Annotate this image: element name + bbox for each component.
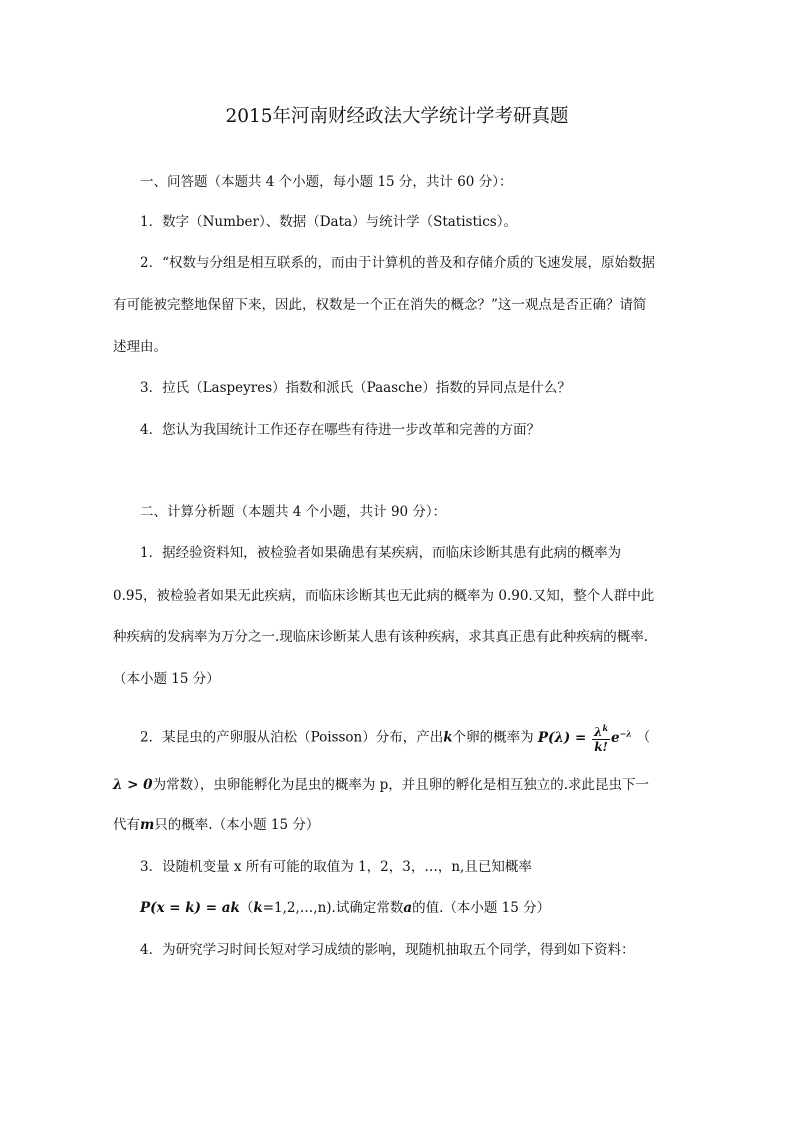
q2-var-k: k [443, 729, 453, 746]
section2-question-3-line-2 [140, 898, 550, 918]
section2-question-1-line-4: （本小题 15 分） [113, 671, 220, 687]
q3-formula: P(x = k) = ak [140, 900, 240, 916]
section2-question-1-line-1: 1．据经验资料知，被检验者如果确患有某疾病，而临床诊断其患有此病的概率为 [140, 545, 622, 561]
section1-question-2-line-2: 有可能被完整地保留下来，因此，权数是一个正在消失的概念？”这一观点是否正确？请简 [113, 297, 647, 313]
section2-question-2-line-1 [140, 716, 650, 755]
q3-var-k: k [253, 900, 263, 916]
formula-numerator-sup: k [602, 722, 608, 733]
section1-heading: 一、问答题（本题共 4 个小题，每小题 15 分，共计 60 分）： [140, 174, 513, 190]
q3-text: =1,2,…,n).试确定常数 [262, 900, 404, 916]
section2-question-2-line-2 [113, 775, 649, 795]
q2-var-m: m [140, 817, 155, 833]
formula-numerator: λ [594, 724, 603, 739]
formula-e: e [610, 729, 620, 746]
q2-text-b: 个卵的概率为 [452, 729, 534, 746]
section1-question-1: 1．数字（Number）、数据（Data）与统计学（Statistics）。 [140, 214, 517, 230]
section2-question-3-line-1: 3．设随机变量 x 所有可能的取值为 1，2，3，…，n,且已知概率 [140, 859, 532, 875]
q3-end: 的值.（本小题 15 分） [412, 900, 551, 916]
section1-question-4: 4．您认为我国统计工作还存在哪些有待进一步改革和完善的方面？ [140, 422, 541, 438]
section2-question-1-line-3: 种疾病的发病率为万分之一.现临床诊断某人患有该种疾病，求其真正患有此种疾病的概率. [113, 629, 649, 645]
section1-question-2-line-1: 2．“权数与分组是相互联系的，而由于计算机的普及和存储介质的飞速发展，原始数据 [140, 255, 655, 271]
formula-fraction [592, 724, 610, 753]
section2-heading: 二、计算分析题（本题共 4 个小题，共计 90 分）： [140, 504, 447, 520]
section2-question-1-line-2: 0.95，被检验者如果无此疾病，而临床诊断其也无此病的概率为 0.90.又知，整个人群中此 [113, 588, 655, 604]
q2-open-paren: （ [636, 729, 651, 746]
formula-e-sup: −λ [619, 728, 632, 738]
q2-line3-a: 代有 [113, 817, 140, 833]
q3-open-paren: （ [239, 900, 254, 916]
section2-question-2-line-3 [113, 815, 319, 835]
formula-denominator: k! [594, 739, 608, 754]
q2-text-a: 2．某昆虫的产卵服从泊松（Poisson）分布，产出 [140, 729, 444, 746]
lambda-condition: λ > 0 [113, 777, 153, 793]
section2-question-4: 4．为研究学习时间长短对学习成绩的影响，现随机抽取五个同学，得到如下资料： [140, 942, 635, 958]
section1-question-3: 3．拉氏（Laspeyres）指数和派氏（Paasche）指数的异同点是什么？ [140, 380, 571, 396]
page-title: 2015年河南财经政法大学统计学考研真题 [225, 106, 569, 127]
section1-question-2-line-3: 述理由。 [113, 339, 167, 355]
q3-var-a: a [403, 900, 413, 916]
q2-line2-text: 为常数），虫卵能孵化为昆虫的概率为 p，并且卵的孵化是相互独立的.求此昆虫下一 [152, 777, 650, 793]
poisson-formula [537, 722, 637, 754]
formula-lhs: P(λ) = [537, 729, 587, 746]
q2-line3-b: 只的概率.（本小题 15 分） [154, 817, 320, 833]
